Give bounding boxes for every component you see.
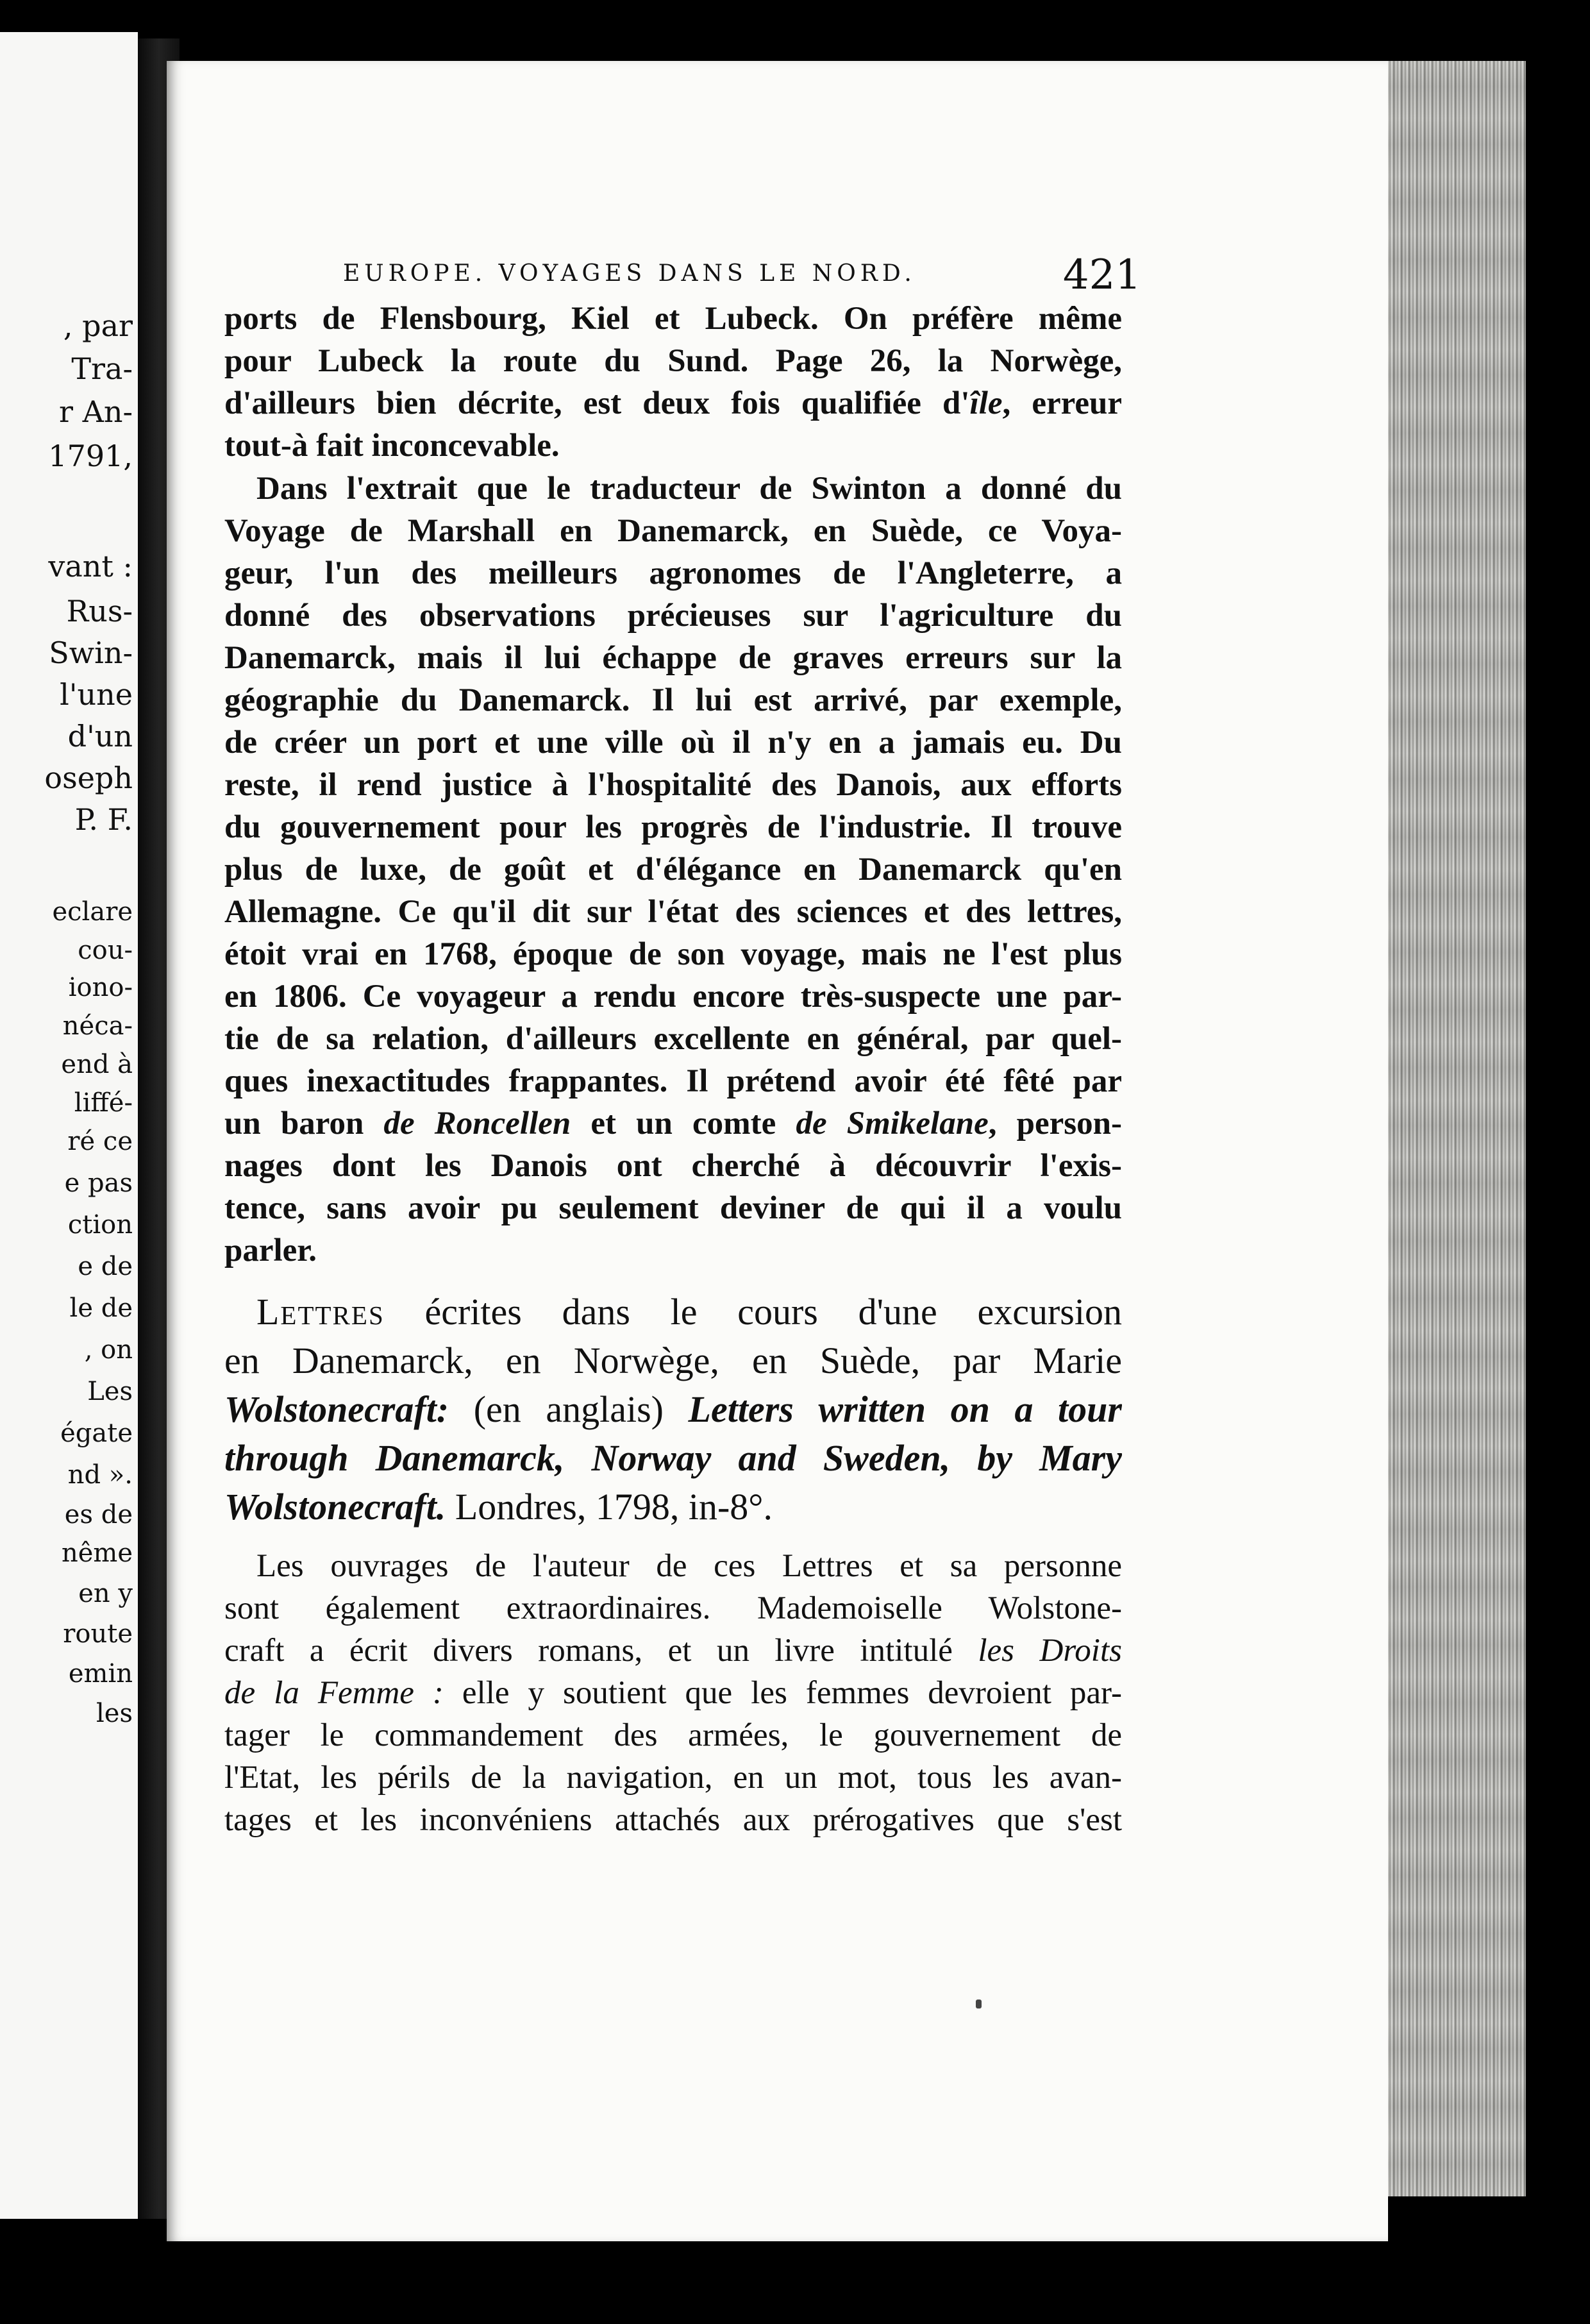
left-fragment: cou- [78,936,133,965]
left-fragment: , on [84,1335,133,1365]
text-line: Allemagne. Ce qu'il dit sur l'état des sciences et des lettres, [224,894,1122,930]
text-line: nages dont les Danois ont cherché à découvrir l'exis- [224,1148,1122,1184]
left-fragment: r An- [59,394,133,429]
entry-line: en Danemarck, en Norwège, en Suède, par Marie [224,1340,1122,1381]
left-fragment: e de [78,1252,133,1281]
italic-name: de Roncellen [383,1106,571,1141]
left-fragment: liffé- [74,1088,133,1118]
text-line: ports de Flensbourg, Kiel et Lubeck. On préfère même [224,301,1122,337]
left-fragment: égate [60,1419,133,1448]
text-line [224,1104,1122,1143]
english-title: Letters written on a tour [688,1388,1122,1430]
italic-name: de Smikelane [796,1106,989,1141]
text-line: étoit vrai en 1768, époque de son voyage, mais ne l'est plus [224,936,1122,972]
text-run: Londres, 1798, in-8°. [446,1486,773,1528]
text-run: , person- [988,1106,1122,1141]
text-line: reste, il rend justice à l'hospitalité des Danois, aux efforts [224,767,1122,803]
ink-speck [976,2000,982,2008]
left-fragment: nême [61,1538,133,1568]
left-fragment: vant : [48,549,133,584]
text-line: Voyage de Marshall en Danemarck, en Suède, ce Voya- [224,513,1122,549]
text-run: un baron [224,1106,384,1141]
text-run: et un comte [571,1106,796,1141]
text-line: donné des observations précieuses sur l'agriculture du [224,598,1122,634]
italic-title: de la Femme : [224,1675,444,1711]
text-line: en 1806. Ce voyageur a rendu encore très-suspecte une par- [224,979,1122,1015]
left-fragment: Swin- [49,636,133,670]
entry-line [224,1435,1122,1481]
text-line: parler. [224,1233,317,1268]
running-title: EUROPE. VOYAGES DANS LE NORD. [343,260,916,287]
entry-line [224,1386,1122,1433]
entry-line [256,1289,1122,1335]
text-line: tager le commandement des armées, le gouvernement de [224,1717,1122,1753]
facing-page-fragment [0,32,138,2219]
text-line: geur, l'un des meilleurs agronomes de l'Angleterre, a [224,555,1122,591]
text-run: d'ailleurs bien décrite, est deux fois qualifiée d' [224,385,970,421]
running-header [343,251,1141,299]
left-fragment: 1791, [48,439,133,473]
left-fragment: route [63,1619,133,1649]
left-fragment: d'un [67,719,133,754]
left-fragment: P. F. [74,802,133,837]
left-fragment: es de [64,1500,133,1529]
left-fragment: néca- [62,1011,133,1041]
left-fragment: end à [61,1050,133,1079]
text-line: pour Lubeck la route du Sund. Page 26, la Norwège, [224,343,1122,379]
entry-lead-word: Lettres [256,1291,385,1333]
left-fragment: eclare [52,897,133,927]
left-fragment: l'une [60,677,133,712]
text-line: Dans l'extrait que le traducteur de Swinton a donné du [256,471,1122,507]
text-run: , erreur [1002,385,1122,421]
left-fragment: en y [78,1579,133,1608]
page-number: 421 [1062,251,1141,299]
text-line: l'Etat, les périls de la navigation, en un mot, tous les avan- [224,1760,1122,1796]
left-fragment: les [96,1699,133,1728]
text-line: sont également extraordinaires. Mademoiselle Wolstone- [224,1590,1122,1626]
italic-title: les Droits [978,1633,1122,1669]
text-line: tages et les inconvéniens attachés aux prérogatives que s'est [224,1802,1122,1838]
text-line: Danemarck, mais il lui échappe de graves erreurs sur la [224,640,1122,676]
left-fragment: oseph [44,761,133,795]
text-line: géographie du Danemarck. Il lui est arrivé, par exemple, [224,682,1122,718]
text-run: (en anglais) [449,1388,689,1430]
text-run: elle y soutient que les femmes devroient par- [443,1675,1122,1711]
text-line: plus de luxe, de goût et d'élégance en Danemarck qu'en [224,852,1122,888]
text-line: tout-à fait inconcevable. [224,428,560,464]
entry-line [224,1484,1122,1530]
left-fragment: nd ». [67,1460,133,1490]
text-line: Les ouvrages de l'auteur de ces Lettres et sa personne [256,1548,1122,1584]
text-line: tie de sa relation, d'ailleurs excellente en général, par quel- [224,1021,1122,1057]
left-fragment: Tra- [71,351,133,386]
text-line: du gouvernement pour les progrès de l'industrie. Il trouve [224,809,1122,845]
left-fragment: iono- [68,973,133,1002]
text-line: tence, sans avoir pu seulement deviner de qui il a voulu [224,1190,1122,1226]
author-name: Wolstonecraft. [224,1486,446,1528]
english-title: through Danemarck, Norway and Sweden, by Mary [224,1437,1122,1479]
left-fragment: e pas [64,1168,133,1198]
text-line [224,1631,1122,1671]
left-fragment: ction [67,1210,133,1240]
text-line [224,383,1122,423]
text-line: ques inexactitudes frappantes. Il prétend avoir été fêté par [224,1063,1122,1099]
text-line [224,1673,1122,1713]
page-edges [1388,61,1526,2196]
left-fragment: Les [87,1377,133,1406]
italic-term: île [969,385,1003,421]
left-fragment: , par [63,308,133,343]
text-line: de créer un port et une ville où il n'y en a jamais eu. Du [224,725,1122,761]
left-fragment: emin [68,1659,133,1688]
text-run: craft a écrit divers romans, et un livre intitulé [224,1633,978,1669]
left-fragment: ré ce [67,1127,133,1156]
author-name: Wolstonecraft: [224,1388,449,1430]
left-fragment: Rus- [66,594,133,628]
text-run: écrites dans le cours d'une excursion [384,1291,1122,1333]
left-fragment: le de [69,1293,133,1323]
